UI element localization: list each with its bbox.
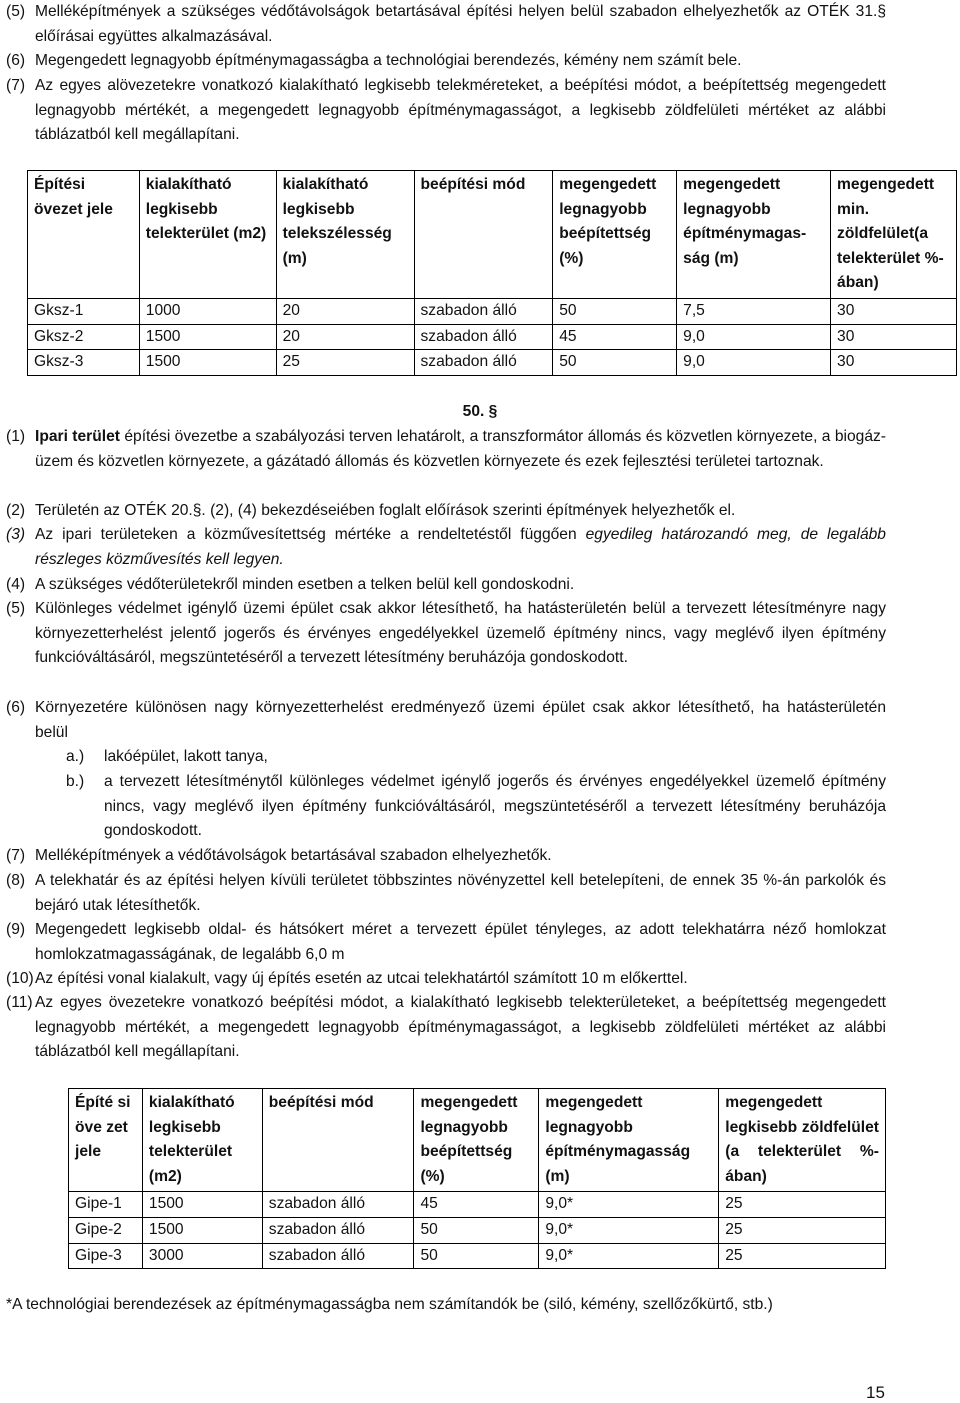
paragraph-number: (7) (6, 77, 26, 94)
table-header-cell: megengedett legnagyobb beépítettség (%) (553, 171, 677, 299)
table-cell: 50 (414, 1243, 539, 1269)
section-heading: 50. § (462, 403, 498, 420)
paragraph-text-rest: építési övezetbe a szabályozási terven lehatárolt, a transzformátor állomás és közvetlen környezete, a biogáz-üzem és közvetlen környezete, a gázátadó állomás és közvetlen környezete és ezek fejlesztési területei tartoznak. (35, 428, 886, 470)
table-header-row (28, 171, 957, 299)
table-footnote: *A technológiai berendezések az építménymagasságba nem számítandók be (siló, kémény, szellőzőkürtő, stb.) (6, 1296, 773, 1313)
table-header-cell: Építé si öve zet jele (69, 1089, 143, 1192)
table-header-cell: beépítési mód (262, 1089, 414, 1192)
table-row (69, 1243, 886, 1269)
list-item-text: lakóépület, lakott tanya, (104, 748, 268, 765)
table-cell: 30 (831, 350, 957, 376)
paragraph-number: (9) (6, 921, 26, 938)
table-header-cell: megengedett legnagyobb építménymagasság (m) (539, 1089, 719, 1192)
paragraph-9 (6, 918, 886, 967)
paragraph-text: Melléképítmények a védőtávolságok betartásával szabadon elhelyezhetők. (35, 847, 552, 864)
table-cell: 1500 (142, 1192, 262, 1218)
paragraph-text-italic: egyedileg határozandó meg, de legalább részleges közművesítés kell legyen. (35, 526, 886, 568)
table-cell: 20 (276, 324, 414, 350)
paragraph-number: (4) (6, 576, 26, 593)
table-row (69, 1217, 886, 1243)
paragraph-5b (6, 597, 886, 671)
paragraph-text: Az egyes alövezetekre vonatkozó kialakítható legkisebb telekméreteket, a beépítési módot, a beépítettség megengedett legnagyobb mértékét, a megengedett legnagyobb építménymagasságot, a legkisebb zöldfelületi mértéket az alábbi táblázatból kell megállapítani. (35, 77, 886, 144)
table-cell: Gipe-3 (69, 1243, 143, 1269)
table-cell: Gksz-2 (28, 324, 140, 350)
table-cell: 3000 (142, 1243, 262, 1269)
list-item-a (66, 745, 886, 770)
table-cell: 25 (719, 1217, 886, 1243)
table-cell: 25 (719, 1192, 886, 1218)
paragraph-text: Az egyes övezetekre vonatkozó beépítési módot, a kialakítható legkisebb telekterületeket, a beépítettség megengedett legnagyobb mértékét, a megengedett legnagyobb építménymagasságot, a legkisebb zöldfelületi mértéket az alábbi táblázatból kell megállapítani. (35, 994, 886, 1061)
table-cell: 30 (831, 324, 957, 350)
paragraph-text: Környezetére különösen nagy környezetterhelést eredményező üzemi épület csak akkor létesíthető, ha hatásterületén belül (35, 699, 886, 741)
paragraph-text: Az építési vonal kialakult, vagy új építés esetén az utcai telekhatártól számított 10 m előkerttel. (35, 970, 688, 987)
page-number: 15 (866, 1383, 885, 1402)
paragraph-number: (5) (6, 3, 26, 20)
paragraph-number: (10) (6, 970, 34, 987)
paragraph-text (35, 523, 886, 572)
paragraph-text: A szükséges védőterületekről minden esetben a telken belül kell gondoskodni. (35, 576, 575, 593)
paragraph-text: Megengedett legnagyobb építménymagasságba a technológiai berendezés, kémény nem számít bele. (35, 52, 742, 69)
table-cell: 9,0 (677, 324, 831, 350)
table-cell: 50 (414, 1217, 539, 1243)
table-header-cell: megengedett legnagyobb beépítettség (%) (414, 1089, 539, 1192)
paragraph-text: Különleges védelmet igénylő üzemi épület csak akkor létesíthető, ha hatásterületén belül a tervezett létesítményre nagy környezetterhelést jelentő jogerős és érvényes engedélyekkel üzemelő építmény nincs, vagy meglévő ilyen építmény funkcióváltásáról, megszüntetéséről a tervezett létesítmény beruházója gondoskodott. (35, 600, 886, 667)
table-cell: 45 (553, 324, 677, 350)
paragraph-text (35, 425, 886, 474)
table-header-row (69, 1089, 886, 1192)
table-cell: 1500 (139, 350, 276, 376)
table-cell: szabadon álló (414, 350, 553, 376)
paragraph-7b (6, 844, 886, 869)
table-header-cell: megengedett legnagyobb építménymagas-ság (m) (677, 171, 831, 299)
table-cell: 25 (276, 350, 414, 376)
paragraph-4 (6, 573, 886, 598)
table-cell: 30 (831, 298, 957, 324)
table-cell: szabadon álló (414, 298, 553, 324)
table-row (69, 1192, 886, 1218)
list-item-text: a tervezett létesítménytől különleges védelmet igénylő jogerős és érvényes engedélyekkel üzemelő építmény nincs, vagy meglévő ilyen építmény funkcióváltásáról, megszüntetéséről a tervezett létesítmény beruházója gondoskodott. (104, 773, 886, 840)
paragraph-text: Megengedett legkisebb oldal- és hátsókert méret a tervezett épület tényleges, az adott telekhatárra néző homlokzat homlokzatmagasságának, de legalább 6,0 m (35, 921, 886, 963)
paragraph-6b (6, 696, 886, 745)
table-cell: 9,0* (539, 1217, 719, 1243)
paragraph-number: (3) (6, 526, 26, 543)
table-header-cell: Építési övezet jele (28, 171, 140, 299)
list-item-marker: a.) (66, 748, 85, 765)
paragraph-11 (6, 991, 886, 1065)
list-item-marker: b.) (66, 773, 85, 790)
table-header-cell: kialakítható legkisebb telekterület (m2) (142, 1089, 262, 1192)
table-header-cell: megengedett legkisebb zöldfelület (a telekterület %-ában) (719, 1089, 886, 1192)
table-header-cell: beépítési mód (414, 171, 553, 299)
zone-table-gipe (68, 1088, 886, 1269)
table-cell: 9,0* (539, 1243, 719, 1269)
table-cell: 50 (553, 350, 677, 376)
paragraph-8 (6, 869, 886, 918)
table-cell: Gipe-2 (69, 1217, 143, 1243)
table-header-cell: kialakítható legkisebb telekszélesség (m) (276, 171, 414, 299)
table-row (28, 324, 957, 350)
paragraph-5 (6, 0, 886, 49)
table-cell: 1500 (139, 324, 276, 350)
table-cell: 50 (553, 298, 677, 324)
table-row (28, 350, 957, 376)
paragraph-text: A telekhatár és az építési helyen kívüli területet többszintes növényzettel kell betelepíteni, de ennek 35 %-án parkolók és bejáró utak létesíthetők. (35, 872, 886, 914)
table-cell: 9,0* (539, 1192, 719, 1218)
table-cell: Gipe-1 (69, 1192, 143, 1218)
paragraph-number: (11) (6, 994, 33, 1011)
paragraph-6 (6, 49, 886, 74)
table-row (28, 298, 957, 324)
table-cell: 1500 (142, 1217, 262, 1243)
table-cell: 1000 (139, 298, 276, 324)
table-cell: szabadon álló (262, 1243, 414, 1269)
paragraph-number: (8) (6, 872, 26, 889)
paragraph-text: Melléképítmények a szükséges védőtávolságok betartásával építési helyen belül szabadon elhelyezhetők az OTÉK 31.§ előírásai együttes alkalmazásával. (35, 3, 886, 45)
zone-table-gksz (27, 170, 957, 376)
table-cell: 9,0 (677, 350, 831, 376)
table-cell: 45 (414, 1192, 539, 1218)
paragraph-1 (6, 425, 886, 474)
table-cell: Gksz-3 (28, 350, 140, 376)
paragraph-2 (6, 499, 886, 524)
table-cell: szabadon álló (414, 324, 553, 350)
paragraph-number: (6) (6, 699, 26, 716)
paragraph-bold-term: Ipari terület (35, 428, 120, 445)
paragraph-3 (6, 523, 886, 572)
paragraph-text: Területén az OTÉK 20.§. (2), (4) bekezdéseiében foglalt előírások szerinti építmények helyezhetők el. (35, 502, 736, 519)
list-item-b (66, 770, 886, 844)
paragraph-10 (6, 967, 886, 992)
paragraph-text-plain: Az ipari területeken a közművesítettség mértéke a rendeltetéstől függően (35, 526, 586, 543)
paragraph-number: (5) (6, 600, 26, 617)
table-cell: 25 (719, 1243, 886, 1269)
paragraph-7 (6, 74, 886, 148)
table-cell: szabadon álló (262, 1217, 414, 1243)
paragraph-number: (2) (6, 502, 26, 519)
paragraph-number: (6) (6, 52, 26, 69)
paragraph-number: (1) (6, 428, 26, 445)
table-header-cell: kialakítható legkisebb telekterület (m2) (139, 171, 276, 299)
table-cell: Gksz-1 (28, 298, 140, 324)
paragraph-number: (7) (6, 847, 26, 864)
table-cell: 20 (276, 298, 414, 324)
table-cell: szabadon álló (262, 1192, 414, 1218)
table-header-cell: megengedett min. zöldfelület(a telekterület %-ában) (831, 171, 957, 299)
table-cell: 7,5 (677, 298, 831, 324)
